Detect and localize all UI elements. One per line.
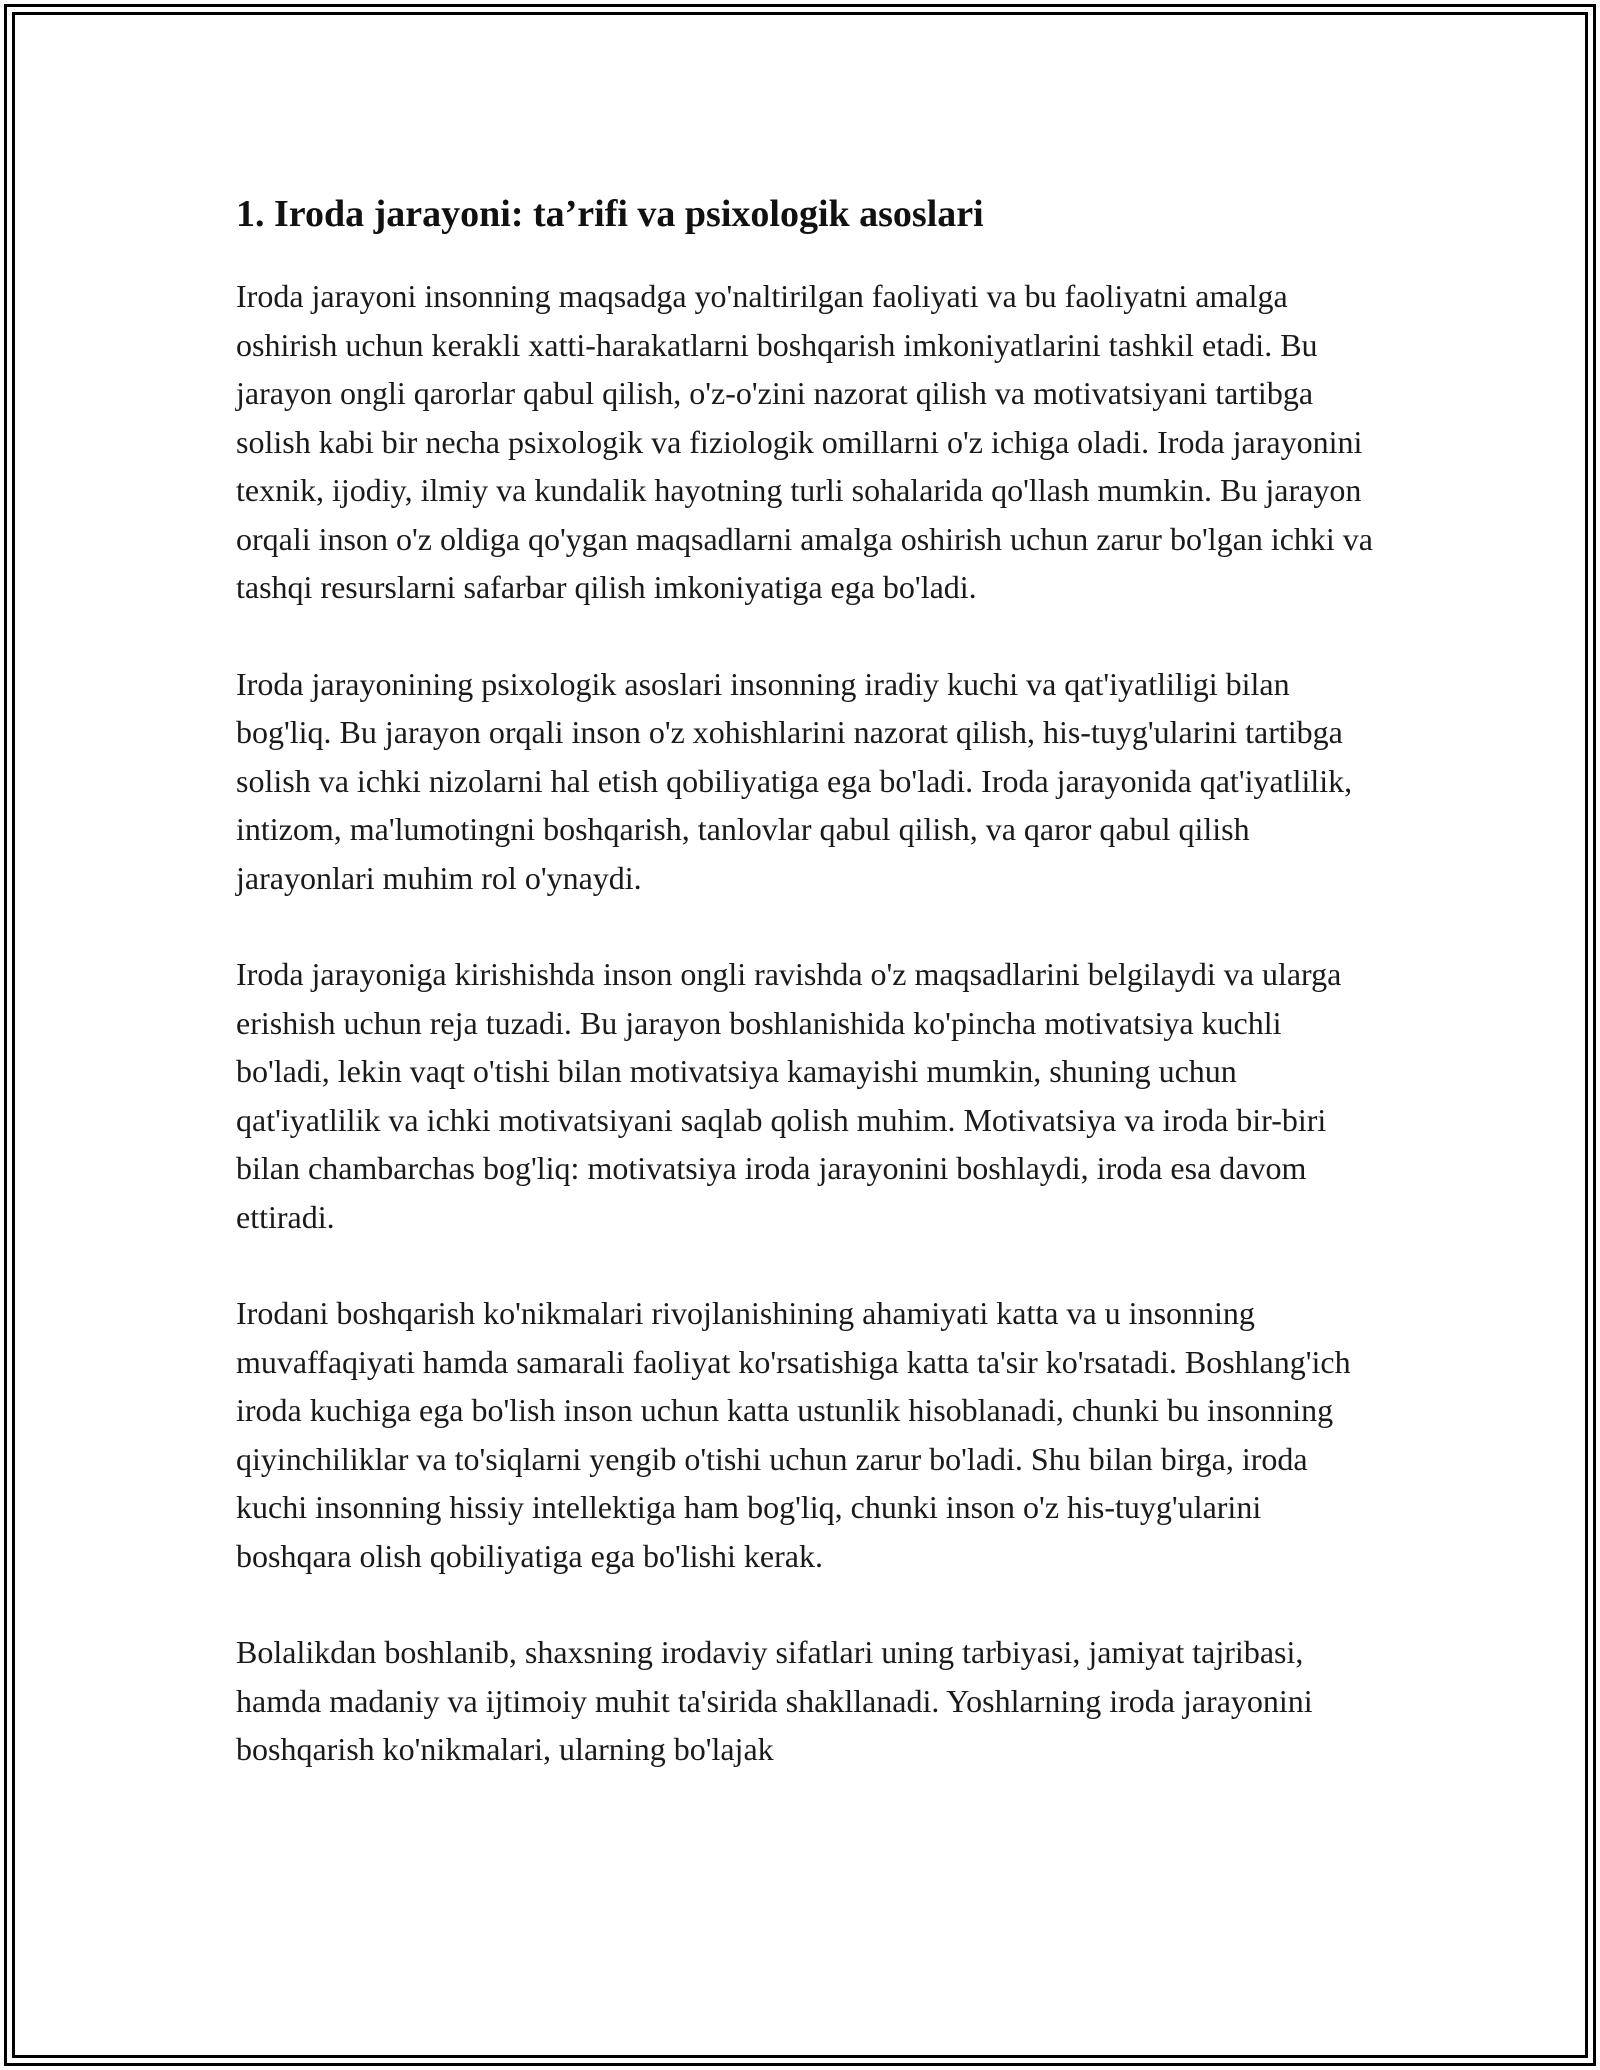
paragraph-4: Irodani boshqarish ko'nikmalari rivojlanishining ahamiyati katta va u insonning muvaffaqiyati hamda samarali faoliyat ko'rsatishiga katta ta'sir ko'rsatadi. Boshlang'ich iroda kuchiga ega bo'lish inson uchun katta ustunlik hisoblanadi, chunki bu insonning qiyinchiliklar va to'siqlarni yengib o'tishi uchun zarur bo'ladi. Shu bilan birga, iroda kuchi insonning hissiy intellektiga ham bog'liq, chunki inson o'z his-tuyg'ularini boshqara olish qobiliyatiga ega bo'lishi kerak. — [236, 1295, 1351, 1574]
paragraph-3: Iroda jarayoniga kirishishda inson ongli ravishda o'z maqsadlarini belgilaydi va ularga erishish uchun reja tuzadi. Bu jarayon boshlanishida ko'pincha motivatsiya kuchli bo'ladi, lekin vaqt o'tishi bilan motivatsiya kamayishi mumkin, shuning uchun qat'iyatlilik va ichki motivatsiyani saqlab qolish muhim. Motivatsiya va iroda bir-biri bilan chambarchas bog'liq: motivatsiya iroda jarayonini boshlaydi, iroda esa davom ettiradi. — [236, 956, 1342, 1235]
document-body — [236, 182, 1376, 1774]
paragraph-1: Iroda jarayoni insonning maqsadga yo'naltirilgan faoliyati va bu faoliyatni amalga oshirish uchun kerakli xatti-harakatlarni boshqarish imkoniyatlarini tashkil etadi. Bu jarayon ongli qarorlar qabul qilish, o'z-o'zini nazorat qilish va motivatsiyani tartibga solish kabi bir necha psixologik va fiziologik omillarni o'z ichiga oladi. Iroda jarayonini texnik, ijodiy, ilmiy va kundalik hayotning turli sohalarida qo'llash mumkin. Bu jarayon orqali inson o'z oldiga qo'ygan maqsadlarni amalga oshirish uchun zarur bo'lgan ichki va tashqi resurslarni safarbar qilish imkoniyatiga ega bo'ladi. — [236, 278, 1373, 605]
paragraph-2: Iroda jarayonining psixologik asoslari insonning iradiy kuchi va qat'iyatliligi bilan bog'liq. Bu jarayon orqali inson o'z xohishlarini nazorat qilish, his-tuyg'ularini tartibga solish va ichki nizolarni hal etish qobiliyatiga ega bo'ladi. Iroda jarayonida qat'iyatlilik, intizom, ma'lumotingni boshqarish, tanlovlar qabul qilish, va qaror qabul qilish jarayonlari muhim rol o'ynaydi. — [236, 665, 1353, 896]
paragraph-5: Bolalikdan boshlanib, shaxsning irodaviy sifatlari uning tarbiyasi, jamiyat tajribasi, hamda madaniy va ijtimoiy muhit ta'sirida shakllanadi. Yoshlarning iroda jarayonini boshqarish ko'nikmalari, ularning bo'lajak — [236, 1634, 1313, 1767]
section-heading: 1. Iroda jarayoni: ta’rifi va psixologik asoslari — [236, 193, 984, 235]
